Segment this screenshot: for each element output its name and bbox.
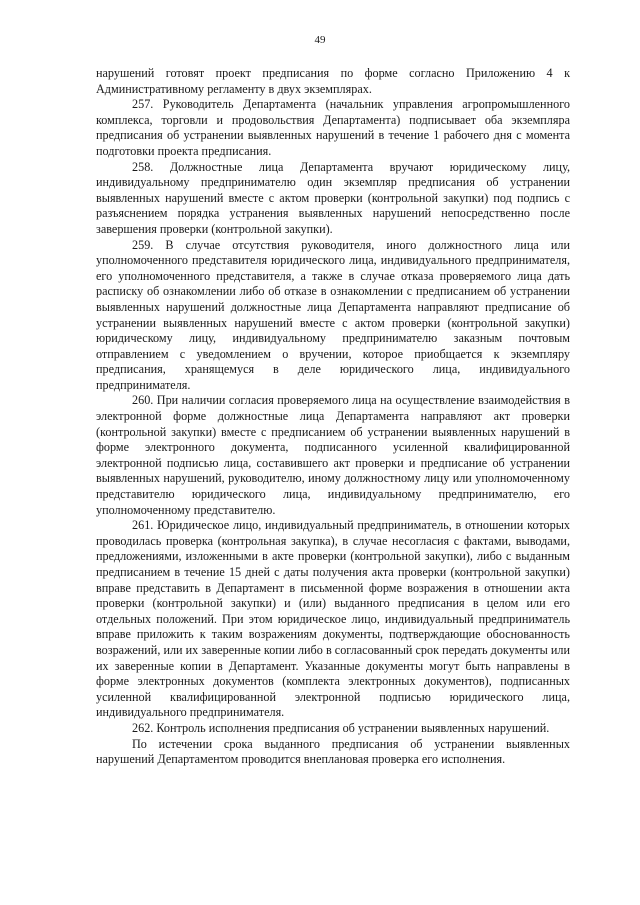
document-body: [96, 66, 570, 768]
paragraph-262-followup: По истечении срока выданного предписания об устранении выявленных нарушений Департаментом проводится внеплановая проверка его исполнения.: [96, 736, 570, 767]
paragraph-continuation: нарушений готовят проект предписания по форме согласно Приложению 4 к Административному регламенту в двух экземплярах.: [96, 66, 570, 96]
paragraph-261: 261. Юридическое лицо, индивидуальный предприниматель, в отношении которых проводилась проверка (контрольная закупка), в случае несогласия с фактами, выводами, предложениями, изложенными в акте проверки (контрольной закупки), либо с выданным предписанием в течение 15 дней с даты получения акта проверки (контрольной закупки) вправе представить в Департамент в письменной форме возражения в отношении акта проверки (контрольной закупки) и (или) выданного предписания в целом или его отдельных положений. При этом юридическое лицо, индивидуальный предприниматель вправе приложить к таким возражениям документы, подтверждающие обоснованность возражений, или их заверенные копии либо в согласованный срок передать документы или их заверенные копии в Департамент. Указанные документы могут быть направлены в форме электронных документов (комплекта электронных документов), подписанных усиленной квалифицированной электронной подписью юридического лица, индивидуального предпринимателя.: [96, 518, 570, 720]
paragraph-262: 262. Контроль исполнения предписания об устранении выявленных нарушений.: [132, 720, 550, 735]
paragraph-258: 258. Должностные лица Департамента вручают юридическому лицу, индивидуальному предпринимателю один экземпляр предписания об устранении выявленных нарушений вместе с актом проверки (контрольной закупки) под подпись с разъяснением порядка устранения выявленных нарушений непосредственно после завершения проверки (контрольной закупки).: [96, 159, 570, 236]
page-number: 49: [314, 34, 326, 46]
paragraph-259: 259. В случае отсутствия руководителя, иного должностного лица или уполномоченного представителя юридического лица, индивидуального предпринимателя, его уполномоченного представителя, а также в случае отказа проверяемого лица дать расписку об ознакомлении либо об отказе в ознакомлении с предписанием об устранении выявленных нарушений должностные лица Департамента направляют предписание об устранении выявленных нарушений вместе с актом проверки (контрольной закупки) юридическому лицу, индивидуальному предпринимателю заказным почтовым отправлением с уведомлением о вручении, которое приобщается к экземпляру предписания, хранящемуся в деле юридического лица, индивидуального предпринимателя.: [96, 237, 570, 392]
paragraph-257: 257. Руководитель Департамента (начальник управления агропромышленного комплекса, торговли и продовольствия Департамента) подписывает оба экземпляра предписания об устранении выявленных нарушений в течение 1 рабочего дня с момента подготовки проекта предписания.: [96, 97, 570, 158]
paragraph-260: 260. При наличии согласия проверяемого лица на осуществление взаимодействия в электронной форме должностные лица Департамента направляют акт проверки (контрольной закупки) вместе с предписанием об устранении выявленных нарушений в форме электронного документа, подписанного усиленной квалифицированной электронной подписью лица, составившего акт проверки и предписание об устранении выявленных нарушений, руководителю, иному должностному лицу или уполномоченному представителю юридического лица, индивидуальному предпринимателю, его уполномоченному представителю.: [96, 393, 570, 517]
